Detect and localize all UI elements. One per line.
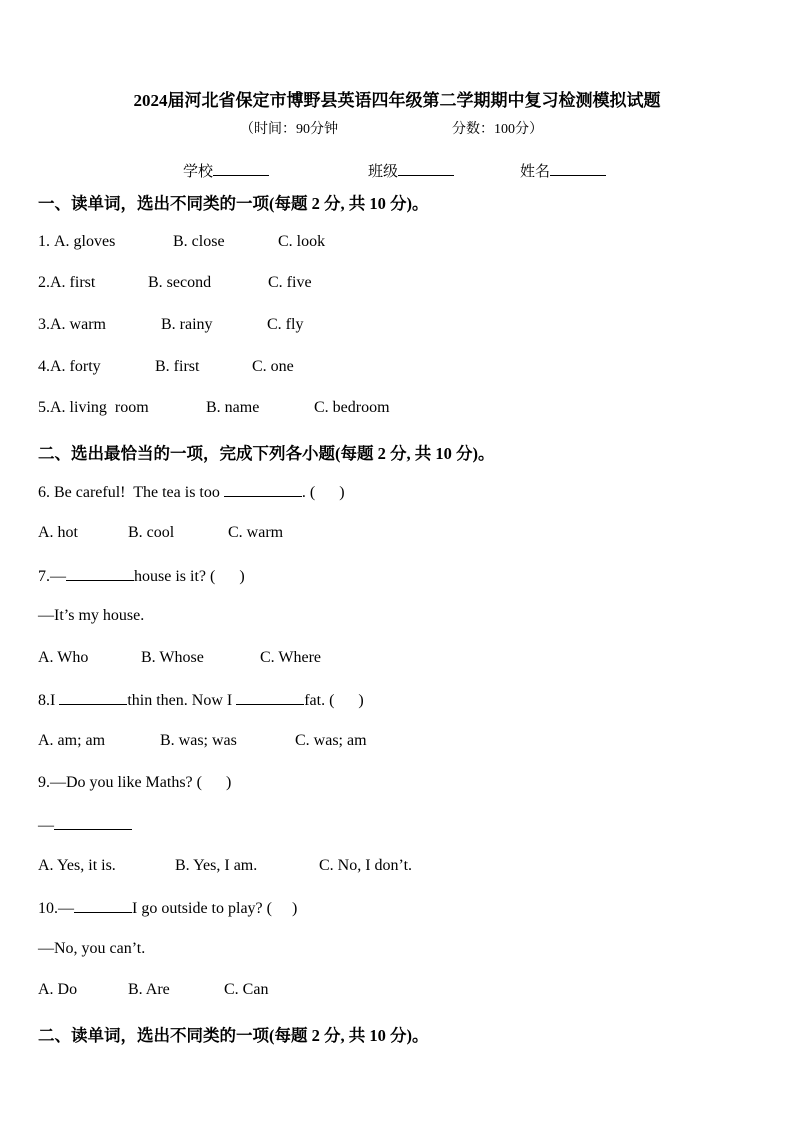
question-stem-end: fat. ( ) <box>304 692 364 709</box>
question-stem-end: . ( ) <box>301 484 345 501</box>
option-b: B. second <box>148 274 212 291</box>
question-stem-end: house is it? ( ) <box>134 568 245 585</box>
question-5 <box>38 399 390 417</box>
answer-blank[interactable] <box>74 898 132 913</box>
option-b: B. rainy <box>161 316 213 333</box>
section-heading-1: 一、读单词，选出不同类的一项(每题 2 分, 共 10 分)。 <box>38 194 429 213</box>
option-b: B. Yes, I am. <box>175 857 258 874</box>
section-heading-3: 二、读单词，选出不同类的一项(每题 2 分, 共 10 分)。 <box>38 1026 429 1045</box>
question-2 <box>38 274 312 292</box>
question-stem-mid: thin then. Now I <box>127 692 237 709</box>
school-field <box>183 160 269 181</box>
question-3 <box>38 316 304 334</box>
option-a: A. Yes, it is. <box>38 857 116 874</box>
option-b: B. first <box>155 358 200 375</box>
question-stem: 6. Be careful! The tea is too <box>38 484 224 501</box>
exam-time: （时间：90分钟 <box>240 122 338 137</box>
option-c: C. warm <box>228 524 284 541</box>
option-b: B. was; was <box>160 732 237 749</box>
question-6-options <box>38 524 284 542</box>
option-a: A. first <box>50 274 96 291</box>
option-b: B. cool <box>128 524 175 541</box>
question-7-answer: —It’s my house. <box>38 607 145 624</box>
option-c: C. bedroom <box>314 399 390 416</box>
answer-blank[interactable] <box>54 815 132 830</box>
option-a: A. Who <box>38 649 89 666</box>
option-a: A. warm <box>50 316 106 333</box>
question-6 <box>38 482 345 502</box>
option-a: A. hot <box>38 524 78 541</box>
question-4 <box>38 358 294 376</box>
option-c: C. Where <box>260 649 322 666</box>
option-c: C. five <box>268 274 312 291</box>
school-label: 学校 <box>183 164 214 180</box>
option-a: A. living room <box>50 399 149 416</box>
question-number: 1. <box>38 233 54 250</box>
option-c: C. Can <box>224 981 269 998</box>
exam-score: 分数：100分） <box>452 122 543 137</box>
question-10 <box>38 898 297 918</box>
option-c: C. was; am <box>295 732 367 749</box>
question-number: 2. <box>38 274 50 291</box>
name-field <box>520 160 606 181</box>
option-b: B. name <box>206 399 260 416</box>
question-10-answer: —No, you can’t. <box>38 940 146 957</box>
question-8 <box>38 690 364 710</box>
question-stem: 7.— <box>38 568 66 585</box>
answer-blank-2[interactable] <box>236 690 304 705</box>
option-c: C. fly <box>267 316 304 333</box>
option-a: A. am; am <box>38 732 106 749</box>
question-10-options <box>38 981 269 999</box>
question-number: 5. <box>38 399 50 416</box>
school-blank[interactable] <box>213 162 269 176</box>
option-b: B. Are <box>128 981 170 998</box>
question-9: 9.—Do you like Maths? ( ) <box>38 774 232 791</box>
answer-blank[interactable] <box>66 566 134 581</box>
option-a: A. Do <box>38 981 78 998</box>
question-stem: 8.I <box>38 692 60 709</box>
question-9-options <box>38 857 413 875</box>
question-stem: 10.— <box>38 900 74 917</box>
option-c: C. No, I don’t. <box>319 857 413 874</box>
question-number: 4. <box>38 358 50 375</box>
option-c: C. one <box>252 358 294 375</box>
question-8-options <box>38 732 367 750</box>
option-b: B. close <box>173 233 225 250</box>
class-field <box>368 160 454 181</box>
exam-title: 2024届河北省保定市博野县英语四年级第二学期期中复习检测模拟试题 <box>133 91 661 110</box>
question-7 <box>38 566 245 586</box>
option-c: C. look <box>278 233 326 250</box>
question-number: 3. <box>38 316 50 333</box>
name-blank[interactable] <box>550 162 606 176</box>
answer-dash: — <box>38 817 54 834</box>
question-1 <box>38 233 326 251</box>
class-blank[interactable] <box>398 162 454 176</box>
option-a: A. forty <box>50 358 101 375</box>
answer-blank-1[interactable] <box>59 690 127 705</box>
question-9-answer <box>38 815 132 835</box>
option-b: B. Whose <box>141 649 204 666</box>
question-7-options <box>38 649 322 667</box>
option-a: A. gloves <box>54 233 116 250</box>
answer-blank[interactable] <box>224 482 302 497</box>
question-stem-end: I go outside to play? ( ) <box>132 900 298 917</box>
section-heading-2: 二、选出最恰当的一项，完成下列各小题(每题 2 分, 共 10 分)。 <box>38 444 495 463</box>
class-label: 班级 <box>368 164 399 180</box>
name-label: 姓名 <box>520 164 551 180</box>
